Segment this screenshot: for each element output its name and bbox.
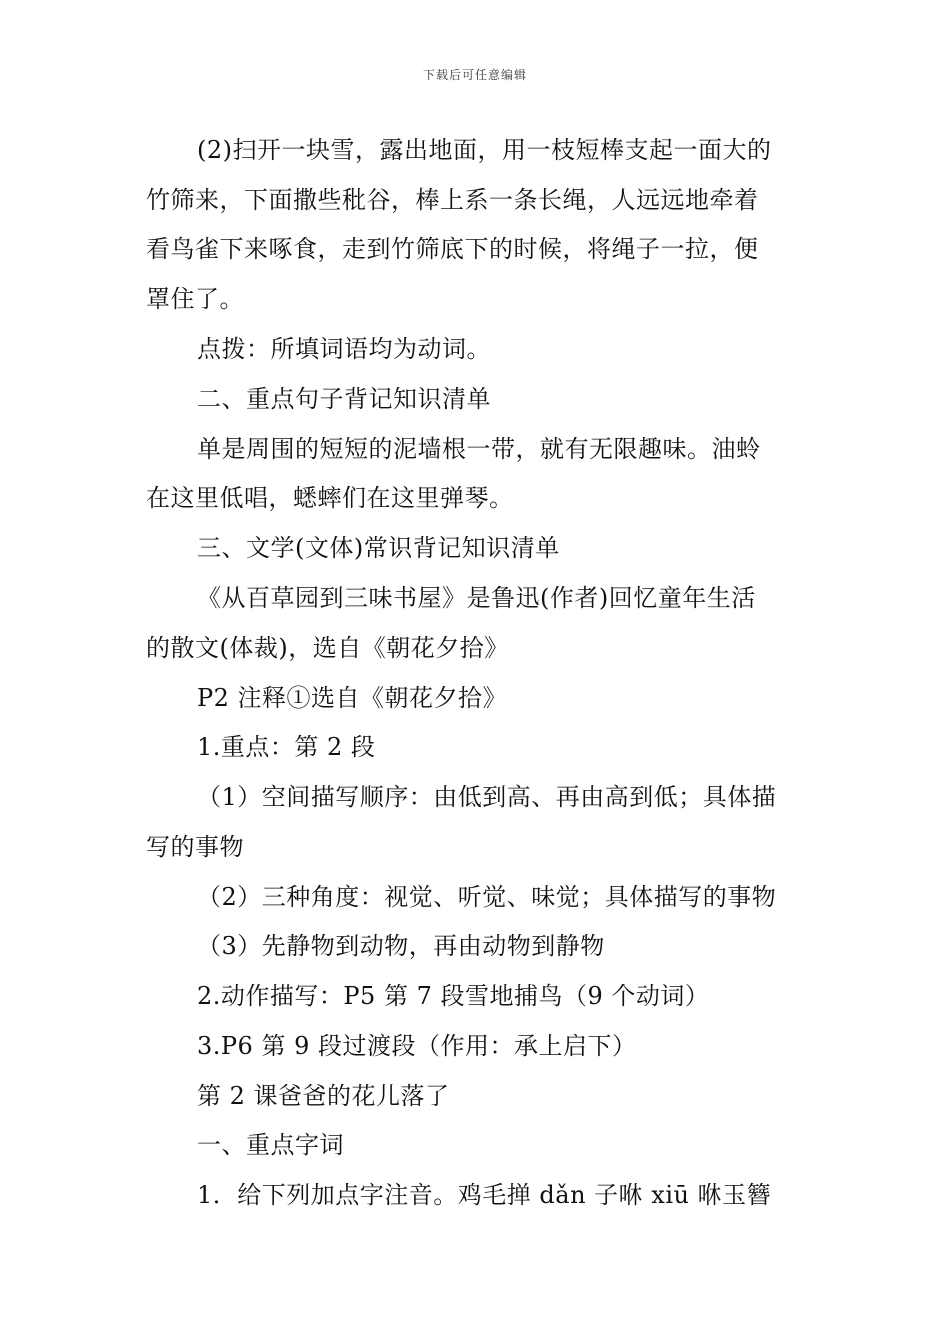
paragraph-line: 在这里低唱，蟋蟀们在这里弹琴。 (146, 484, 514, 512)
section-heading: 三、文学(文体)常识背记知识清单 (197, 534, 560, 562)
paragraph-line: 1.重点：第 2 段 (197, 733, 376, 761)
paragraph-line: 点拨：所填词语均为动词。 (197, 335, 491, 363)
paragraph-line: P2 注释①选自《朝花夕拾》 (197, 684, 508, 712)
paragraph-line: 单是周围的短短的泥墙根一带，就有无限趣味。油蛉 (197, 435, 761, 463)
section-heading: 二、重点句子背记知识清单 (197, 385, 491, 413)
paragraph-line: （2）三种角度：视觉、听觉、味觉；具体描写的事物 (197, 883, 777, 911)
paragraph-line: 竹筛来，下面撒些秕谷，棒上系一条长绳，人远远地牵着 (146, 186, 759, 214)
lesson-heading: 第 2 课爸爸的花儿落了 (197, 1082, 450, 1110)
paragraph-line: 3.P6 第 9 段过渡段（作用：承上启下） (197, 1032, 637, 1060)
paragraph-line: (2)扫开一块雪，露出地面，用一枝短棒支起一面大的 (197, 136, 772, 164)
paragraph-line: 写的事物 (146, 833, 244, 861)
paragraph-line: 《从百草园到三味书屋》是鲁迅(作者)回忆童年生活 (197, 584, 756, 612)
paragraph-line: 看鸟雀下来啄食，走到竹筛底下的时候，将绳子一拉，便 (146, 235, 759, 263)
paragraph-line: （3）先静物到动物，再由动物到静物 (197, 932, 605, 960)
paragraph-line: 的散文(体裁)，选自《朝花夕拾》 (146, 634, 509, 662)
paragraph-line: 罩住了。 (146, 285, 244, 313)
section-heading: 一、重点字词 (197, 1131, 344, 1159)
paragraph-line: 1．给下列加点字注音。鸡毛掸 dǎn 子咻 xiū 咻玉簪 (197, 1181, 772, 1209)
paragraph-line: 2.动作描写：P5 第 7 段雪地捕鸟（9 个动词） (197, 982, 710, 1010)
paragraph-line: （1）空间描写顺序：由低到高、再由高到低；具体描 (197, 783, 777, 811)
page-header-note: 下载后可任意编辑 (422, 68, 527, 82)
